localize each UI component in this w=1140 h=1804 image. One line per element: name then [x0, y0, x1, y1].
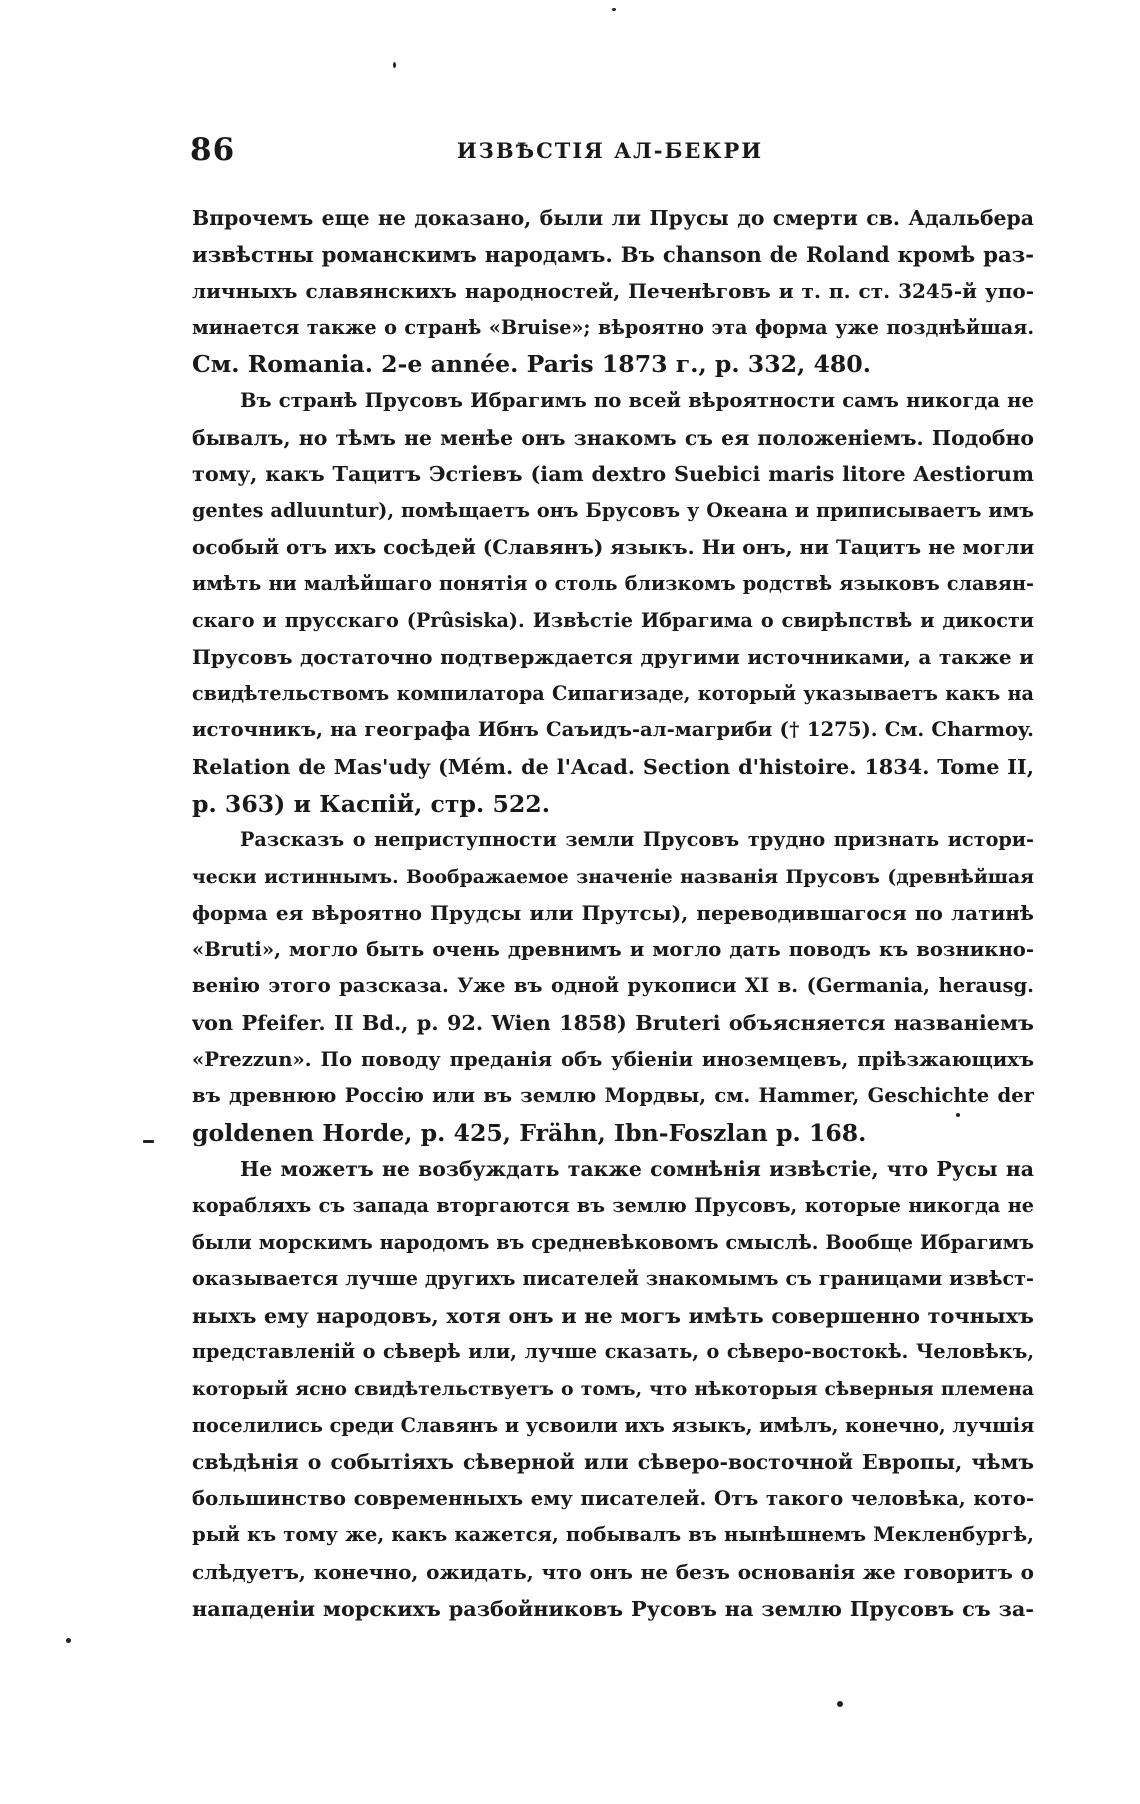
text-line: свѣдѣнія о событіяхъ сѣверной или сѣверо-восточной Европы, чѣмъ — [192, 1450, 1034, 1475]
running-title: ИЗВѢСТІЯ АЛ-БЕКРИ — [456, 138, 764, 163]
scan-speck — [956, 1113, 960, 1117]
text-line: «Bruti», могло быть очень древнимъ и могло дать поводъ къ возникно- — [192, 937, 1034, 961]
text-line: Relation de Mas'udy (Mém. de l'Acad. Section d'histoire. 1834. Tome II, — [192, 753, 1034, 779]
text-line: поселились среди Славянъ и усвоили ихъ языкъ, имѣлъ, конечно, лучшія — [192, 1413, 1034, 1437]
text-line: слѣдуетъ, конечно, ожидать, что онъ не безъ основанія же говоритъ о — [192, 1559, 1034, 1584]
text-line: скаго и прусскаго (Prûsiska). Извѣстіе Ибрагима о свирѣпствѣ и дикости — [192, 608, 1034, 632]
text-line: венію этого разсказа. Уже въ одной рукописи XI в. (Germania, herausg. — [192, 974, 1034, 998]
running-head — [190, 132, 1030, 172]
scan-speck — [837, 1701, 843, 1707]
text-line: gentes adluuntur), помѣщаетъ онъ Брусовъ у Океана и приписываетъ имъ — [192, 498, 1034, 522]
text-line: форма ея вѣроятно Прудсы или Прутсы), переводившагося по латинѣ — [192, 901, 1034, 926]
text-line: представленій о сѣверѣ или, лучше сказать, о сѣверо-востокѣ. Человѣкъ, — [192, 1340, 1034, 1364]
text-line: Разсказъ о неприступности земли Прусовъ трудно признать истори- — [240, 828, 1034, 852]
text-line: тому, какъ Тацитъ Эстіевъ (iam dextro Suebici maris litore Aestiorum — [192, 461, 1034, 487]
page-number: 86 — [190, 132, 236, 168]
text-line: минается также о странѣ «Bruise»; вѣроятно эта форма уже позднѣйшая. — [192, 315, 1034, 339]
text-line: «Prezzun». По поводу преданія объ убіеніи иноземцевъ, пріѣзжающихъ — [192, 1047, 1034, 1071]
text-line: личныхъ славянскихъ народностей, Печенѣговъ и т. п. ст. 3245-й упо- — [192, 279, 1034, 304]
scan-speck — [66, 1638, 71, 1643]
text-line: р. 363) и Каспій, стр. 522. — [192, 789, 550, 818]
text-line: нападеніи морскихъ разбойниковъ Русовъ на землю Прусовъ съ за- — [192, 1595, 1034, 1621]
text-line: имѣть ни малѣйшаго понятія о столь близкомъ родствѣ языковъ славян- — [192, 571, 1034, 595]
text-line: были морскимъ народомъ въ средневѣковомъ смыслѣ. Вообще Ибрагимъ — [192, 1230, 1034, 1254]
text-line: оказывается лучше другихъ писателей знакомымъ съ границами извѣст- — [192, 1267, 1034, 1291]
text-line: извѣстны романскимъ народамъ. Въ chanson de Roland кромѣ раз- — [192, 241, 1034, 267]
text-line: goldenen Horde, p. 425, Frähn, Ibn-Foszlan p. 168. — [192, 1118, 867, 1147]
text-line: корабляхъ съ запада вторгаются въ землю Прусовъ, которые никогда не — [192, 1194, 1034, 1218]
scan-speck — [143, 1140, 154, 1143]
paragraph-3 — [192, 822, 1034, 1151]
text-line: особый отъ ихъ сосѣдей (Славянъ) языкъ. Ни онъ, ни Тацитъ не могли — [192, 535, 1034, 560]
text-line: Въ странѣ Прусовъ Ибрагимъ по всей вѣроятности самъ никогда не — [240, 388, 1034, 412]
scan-speck — [393, 62, 396, 68]
text-line: чески истиннымъ. Воображаемое значеніе названія Прусовъ (древнѣйшая — [192, 865, 1034, 888]
scan-speck — [612, 8, 616, 11]
text-line: въ древнюю Россію или въ землю Мордвы, см. Hammer, Geschichte der — [192, 1084, 1034, 1108]
paragraph-1 — [192, 200, 1034, 383]
paragraph-2 — [192, 383, 1034, 822]
text-line: большинство современныхъ ему писателей. Отъ такого человѣка, кото- — [192, 1486, 1034, 1510]
text-line: von Pfeifer. II Bd., p. 92. Wien 1858) Bruteri объясняется названіемъ — [192, 1010, 1034, 1036]
paragraph-4 — [192, 1151, 1034, 1627]
text-line: бывалъ, но тѣмъ не менѣе онъ знакомъ съ ея положеніемъ. Подобно — [192, 425, 1034, 450]
text-line: который ясно свидѣтельствуетъ о томъ, что нѣкоторыя сѣверныя племена — [192, 1378, 1034, 1400]
text-line: Прусовъ достаточно подтверждается другими источниками, а также и — [192, 645, 1034, 670]
text-line: свидѣтельствомъ компилатора Сипагизаде, который указываетъ какъ на — [192, 681, 1034, 705]
text-line: источникъ, на географа Ибнъ Саъидъ-ал-магриби († 1275). См. Charmoy. — [192, 718, 1034, 742]
text-line: См. Romania. 2-e année. Paris 1873 г., р. 332, 480. — [192, 350, 871, 379]
text-line: Впрочемъ еще не доказано, были ли Прусы до смерти св. Адальбера — [192, 206, 1034, 230]
text-line: рый къ тому же, какъ кажется, побывалъ въ нынѣшнемъ Мекленбургѣ, — [192, 1523, 1034, 1547]
text-line: ныхъ ему народовъ, хотя онъ и не могъ имѣть совершенно точныхъ — [192, 1302, 1034, 1328]
text-line: Не можетъ не возбуждать также сомнѣнія извѣстіе, что Русы на — [240, 1157, 1034, 1182]
body-text — [192, 200, 1034, 1627]
